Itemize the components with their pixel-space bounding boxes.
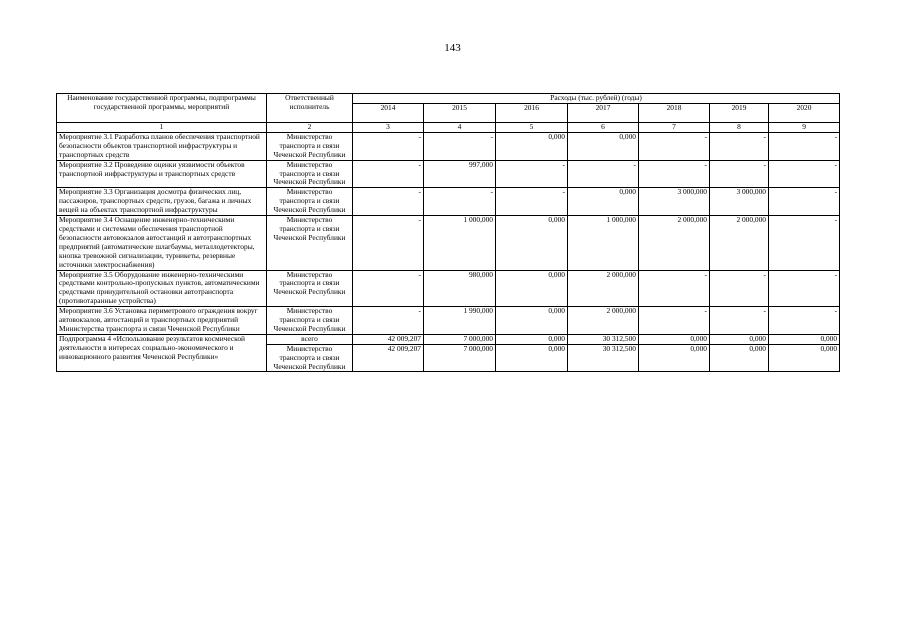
- expense-value: 42 009,207: [353, 334, 424, 344]
- expense-value: -: [353, 307, 424, 335]
- measure-name: Мероприятие 3.2 Проведение оценки уязвимости объектов транспортной инфраструктуры и транспортных средств: [57, 160, 267, 188]
- expense-value: 0,000: [496, 334, 568, 344]
- expense-value: 0,000: [496, 307, 568, 335]
- page-number: 143: [444, 42, 461, 54]
- expense-value: -: [424, 188, 496, 216]
- expense-value: 7 000,000: [424, 334, 496, 344]
- expense-value: -: [769, 270, 840, 307]
- expense-value: 0,000: [496, 344, 568, 372]
- expense-value: -: [496, 160, 568, 188]
- table-header-row: [57, 94, 840, 104]
- subprogram-total-row: [57, 334, 840, 344]
- measure-name: Мероприятие 3.1 Разработка планов обеспечения транспортной безопасности объектов транспортной инфраструктуры и транспортных средств: [57, 132, 267, 160]
- expense-value: -: [568, 160, 639, 188]
- executor: Министерство транспорта и связи Чеченской Республики: [267, 344, 353, 372]
- expense-value: 30 312,500: [568, 334, 639, 344]
- expense-value: 0,000: [568, 188, 639, 216]
- expense-value: -: [353, 216, 424, 270]
- year-header: 2016: [496, 103, 568, 122]
- header-executor: Ответственный исполнитель: [267, 94, 353, 123]
- expense-value: 0,000: [710, 344, 769, 372]
- expense-value: 0,000: [639, 344, 710, 372]
- year-header: 2018: [639, 103, 710, 122]
- expense-value: -: [353, 270, 424, 307]
- expense-value: 1 000,000: [568, 216, 639, 270]
- expense-value: -: [353, 188, 424, 216]
- year-header: 2014: [353, 103, 424, 122]
- expense-value: 980,000: [424, 270, 496, 307]
- expense-value: 0,000: [496, 216, 568, 270]
- table-row: [57, 307, 840, 335]
- expense-value: -: [639, 270, 710, 307]
- expense-value: -: [769, 132, 840, 160]
- column-number: 8: [710, 122, 769, 132]
- expense-value: -: [710, 270, 769, 307]
- expense-value: 2 000,000: [710, 216, 769, 270]
- expense-value: -: [353, 132, 424, 160]
- table-row: [57, 132, 840, 160]
- expense-value: 0,000: [769, 334, 840, 344]
- year-header: 2017: [568, 103, 639, 122]
- column-number: 6: [568, 122, 639, 132]
- year-header: 2015: [424, 103, 496, 122]
- expense-value: 30 312,500: [568, 344, 639, 372]
- expense-value: -: [353, 160, 424, 188]
- expense-value: 1 000,000: [424, 216, 496, 270]
- executor: Министерство транспорта и связи Чеченской Республики: [267, 307, 353, 335]
- table-row: [57, 188, 840, 216]
- measure-name: Мероприятие 3.4 Оснащение инженерно-техническими средствами и системами обеспечения транспортной безопасности автовокзалов автостанций и автотранспортных предприятий (автоматические шлагбаумы, металлодетекторы, кнопка тревожной сигнализации, турникеты, резервные источники электроснабжения): [57, 216, 267, 270]
- table-row: [57, 216, 840, 270]
- expense-value: -: [424, 132, 496, 160]
- expense-value: 2 000,000: [568, 307, 639, 335]
- column-number: 2: [267, 122, 353, 132]
- expense-value: 3 000,000: [639, 188, 710, 216]
- column-number: 9: [769, 122, 840, 132]
- expense-value: 0,000: [639, 334, 710, 344]
- expense-value: -: [639, 160, 710, 188]
- expense-value: -: [769, 307, 840, 335]
- header-name: Наименование государственной программы, подпрограммы государственной программы, мероприятий: [57, 94, 267, 123]
- expense-value: -: [769, 188, 840, 216]
- header-expenses: Расходы (тыс. рублей) (годы): [353, 94, 840, 104]
- column-number: 4: [424, 122, 496, 132]
- measure-name: Мероприятие 3.5 Оборудование инженерно-техническими средствами контрольно-пропускных пунктов, автоматическими средствами принудительной остановки автотранспорта (противотаранные устройства): [57, 270, 267, 307]
- column-number: 1: [57, 122, 267, 132]
- executor: Министерство транспорта и связи Чеченской Республики: [267, 216, 353, 270]
- expense-value: -: [769, 216, 840, 270]
- executor: всего: [267, 334, 353, 344]
- expense-value: 0,000: [496, 132, 568, 160]
- expense-value: 0,000: [710, 334, 769, 344]
- expense-value: 2 000,000: [568, 270, 639, 307]
- year-header: 2019: [710, 103, 769, 122]
- expense-value: -: [710, 160, 769, 188]
- expense-value: 0,000: [769, 344, 840, 372]
- expense-value: 0,000: [568, 132, 639, 160]
- table-row: [57, 270, 840, 307]
- expense-value: 3 000,000: [710, 188, 769, 216]
- column-number: 7: [639, 122, 710, 132]
- measure-name: Мероприятие 3.3 Организация досмотра физических лиц, пассажиров, транспортных средств, грузов, багажа и личных вещей на объектах транспортной инфраструктуры: [57, 188, 267, 216]
- column-number: 3: [353, 122, 424, 132]
- executor: Министерство транспорта и связи Чеченской Республики: [267, 132, 353, 160]
- expense-value: -: [639, 307, 710, 335]
- executor: Министерство транспорта и связи Чеченской Республики: [267, 188, 353, 216]
- expense-value: -: [769, 160, 840, 188]
- expense-value: 0,000: [496, 270, 568, 307]
- measure-name: Мероприятие 3.6 Установка периметрового ограждения вокруг автовокзалов, автостанций и транспортных предприятий Министерства транспорта и связи Чеченской Республики: [57, 307, 267, 335]
- column-number: 5: [496, 122, 568, 132]
- executor: Министерство транспорта и связи Чеченской Республики: [267, 270, 353, 307]
- expense-value: 42 009,207: [353, 344, 424, 372]
- executor: Министерство транспорта и связи Чеченской Республики: [267, 160, 353, 188]
- expense-value: -: [496, 188, 568, 216]
- expense-value: -: [710, 132, 769, 160]
- column-number-row: [57, 122, 840, 132]
- subprogram-name: Подпрограмма 4 «Использование результатов космической деятельности в интересах социально-экономического и инновационного развития Чеченской Республики»: [57, 334, 267, 372]
- expense-value: 7 000,000: [424, 344, 496, 372]
- year-header: 2020: [769, 103, 840, 122]
- expense-value: 997,000: [424, 160, 496, 188]
- expense-value: -: [639, 132, 710, 160]
- expense-value: 2 000,000: [639, 216, 710, 270]
- table-row: [57, 160, 840, 188]
- budget-table: [56, 93, 840, 372]
- expense-value: -: [710, 307, 769, 335]
- expense-value: 1 990,000: [424, 307, 496, 335]
